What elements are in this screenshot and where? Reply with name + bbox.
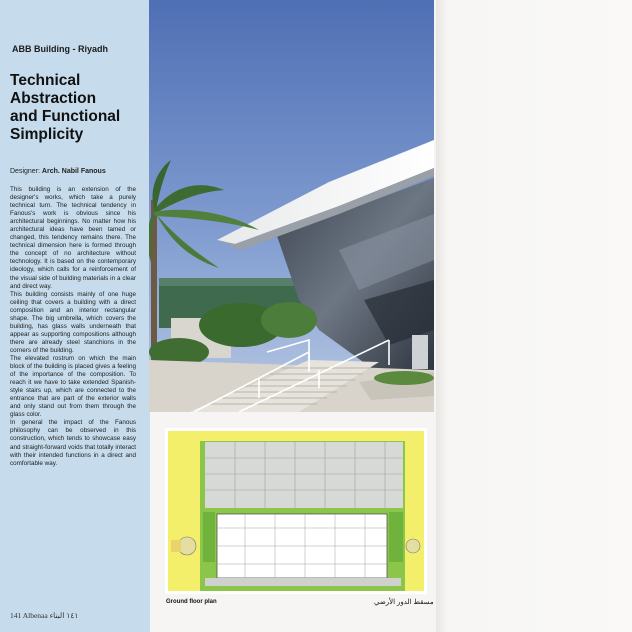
headline-line-3: and Functional [10, 108, 121, 125]
footer-page-number: 141 [10, 611, 22, 620]
article-body [10, 186, 136, 468]
ground-floor-plan [165, 428, 427, 594]
headline-line-4: Simplicity [10, 126, 84, 143]
page-footer [10, 611, 78, 620]
body-paragraph: This building consists mainly of one huge ceiling that covers a building with a direct composition and an interior rectangular shape. The big umbrella, which covers the building, has glass walls underneath that appear as supporting compositions although there are already steel stanchions in the corners of the building. [10, 290, 136, 354]
plan-caption-arabic: مسقط الدور الأرضي [374, 599, 434, 606]
plan-caption: Ground floor plan [166, 599, 217, 605]
footer-magazine-ar: البناء [49, 611, 65, 620]
section-label: ABB Building - Riyadh [12, 44, 108, 54]
body-paragraph: In general the impact of the Fanous philosophy can be observed in this construction, which tends to showcase easy and straight-forward voids that totally interact with their intended functions in a direct and comfortable way. [10, 419, 136, 467]
body-paragraph: This building is an extension of the designer's works, which take a purely technical turn. The technical tendency in Fanous's work is obvious since his architectural beginnings. No matter how his architectural ideas have been tamed or changed, this tendency remains there. The technical dimension here is formed through the concept of no architecture without technology. It is based on the contemporary ideology, which calls for a reinforcement of the visual side of building materials in a clear and direct way. [10, 186, 136, 290]
building-photo [149, 0, 434, 412]
headline-line-2: Abstraction [10, 90, 97, 107]
designer-name: Arch. Nabil Fanous [41, 168, 106, 175]
designer-label: Designer: [10, 168, 40, 175]
headline-line-1: Technical [10, 72, 81, 89]
footer-magazine: Albenaa [22, 611, 48, 620]
article-headline [10, 72, 148, 144]
footer-page-number-ar: ١٤١ [66, 611, 79, 620]
facing-page-margin [436, 0, 632, 632]
body-paragraph: The elevated rostrum on which the main block of the building is placed gives a feeling of the importance of the composition. To reach it we have to take extended Spanish-style stairs up, which are connected to the entrance that are part of the exterior walls and only stand out from them through the glass color. [10, 354, 136, 419]
text-column [0, 0, 150, 632]
designer-credit [10, 168, 106, 175]
